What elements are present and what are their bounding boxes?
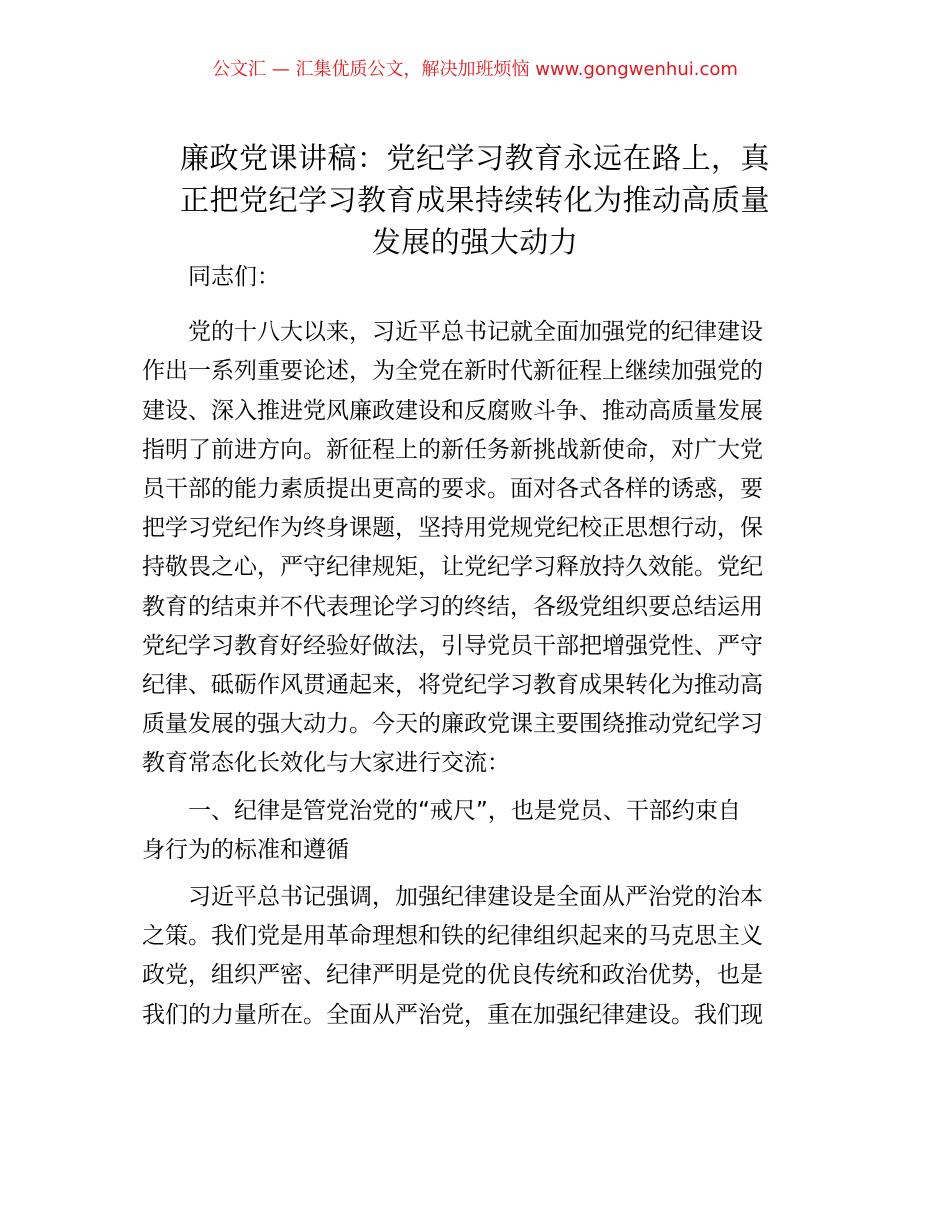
text-line: 持敬畏之心，严守纪律规矩，让党纪学习释放持久效能。党纪 xyxy=(142,554,763,581)
text-line: 之策。我们党是用革命理想和铁的纪律组织起来的马克思主义 xyxy=(142,923,763,950)
site-header-banner: 公文汇 — 汇集优质公文，解决加班烦恼 www.gongwenhui.com xyxy=(212,59,738,80)
text-line: 党的十八大以来，习近平总书记就全面加强党的纪律建设 xyxy=(188,319,763,346)
greeting-text: 同志们： xyxy=(188,264,280,290)
text-line: 党纪学习教育好经验好做法，引导党员干部把增强党性、严守 xyxy=(142,632,763,659)
text-line: 教育的结束并不代表理论学习的终结，各级党组织要总结运用 xyxy=(142,593,763,620)
text-line: 政党，组织严密、纪律严明是党的优良传统和政治优势，也是 xyxy=(142,962,763,989)
text-line: 纪律、砥砺作风贯通起来，将党纪学习教育成果转化为推动高 xyxy=(142,672,763,699)
paragraph-intro xyxy=(142,313,822,783)
text-line: 教育常态化长效化与大家进行交流： xyxy=(142,750,510,777)
text-line: 作出一系列重要论述，为全党在新时代新征程上继续加强党的 xyxy=(142,358,763,385)
title-line: 廉政党课讲稿：党纪学习教育永远在路上，真 xyxy=(179,141,770,176)
text-line: 把学习党纪作为终身课题，坚持用党规党纪校正思想行动，保 xyxy=(142,515,763,542)
document-title xyxy=(120,137,830,263)
text-line: 身行为的标准和遵循 xyxy=(142,836,349,863)
title-line: 正把党纪学习教育成果持续转化为推动高质量 xyxy=(179,183,770,218)
text-line: 员干部的能力素质提出更高的要求。面对各式各样的诱惑，要 xyxy=(142,476,763,503)
text-line: 指明了前进方向。新征程上的新任务新挑战新使命，对广大党 xyxy=(142,436,763,463)
document-body xyxy=(142,258,822,1043)
text-line: 建设、深入推进党风廉政建设和反腐败斗争、推动高质量发展 xyxy=(142,397,763,424)
text-line: 一、纪律是管党治党的“戒尺”，也是党员、干部约束自 xyxy=(188,797,741,824)
title-line: 发展的强大动力 xyxy=(371,225,579,260)
greeting xyxy=(142,258,822,297)
text-line: 习近平总书记强调，加强纪律建设是全面从严治党的治本 xyxy=(188,884,763,911)
paragraph-section-1 xyxy=(142,878,822,1035)
text-line: 质量发展的强大动力。今天的廉政党课主要围绕推动党纪学习 xyxy=(142,711,763,738)
section-heading-1 xyxy=(142,792,822,870)
text-line: 我们的力量所在。全面从严治党，重在加强纪律建设。我们现 xyxy=(142,1001,763,1028)
